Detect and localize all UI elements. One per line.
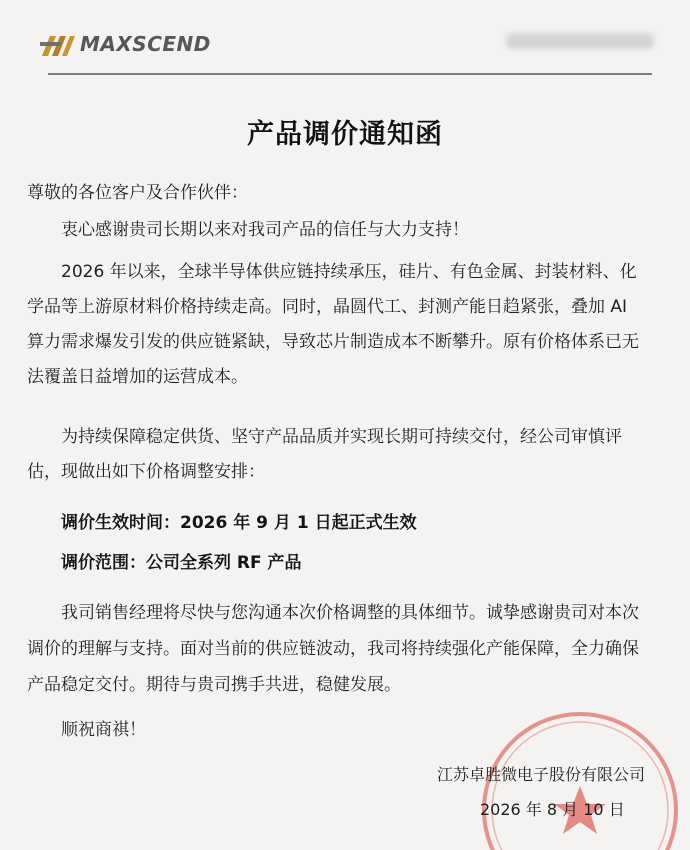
letter-date: 2026 年 8 月 10 日 <box>480 800 625 819</box>
paragraph-line: 算力需求爆发引发的供应链紧缺，导致芯片制造成本不断攀升。原有价格体系已无 <box>27 332 639 352</box>
blurred-contact-info <box>506 33 654 49</box>
brand-wordmark: MAXSCEND <box>80 32 211 56</box>
salutation: 尊敬的各位客户及合作伙伴： <box>27 183 248 203</box>
page-title: 产品调价通知函 <box>247 119 443 150</box>
closing-greeting: 顺祝商祺！ <box>61 720 146 740</box>
paragraph-line: 我司销售经理将尽快与您沟通本次价格调整的具体细节。诚挚感谢贵司对本次 <box>61 603 639 623</box>
maxscend-logo-icon <box>40 32 76 58</box>
paragraph-line: 估，现做出如下价格调整安排： <box>27 462 265 482</box>
scope-line: 调价范围：公司全系列 RF 产品 <box>61 553 302 573</box>
header-divider <box>48 73 652 75</box>
paragraph-line: 产品稳定交付。期待与贵司携手共进，稳健发展。 <box>27 675 401 695</box>
paragraph-thanks: 衷心感谢贵司长期以来对我司产品的信任与大力支持！ <box>61 220 469 240</box>
company-signature: 江苏卓胜微电子股份有限公司 <box>437 765 646 784</box>
paragraph-line: 学品等上游原材料价格持续走高。同时，晶圆代工、封测产能日趋紧张，叠加 AI <box>27 297 628 317</box>
paragraph-line: 为持续保障稳定供货、坚守产品品质并实现长期可持续交付，经公司审慎评 <box>61 427 622 447</box>
paragraph-line: 法覆盖日益增加的运营成本。 <box>27 367 248 387</box>
effective-date-line: 调价生效时间：2026 年 9 月 1 日起正式生效 <box>61 513 417 533</box>
paragraph-line: 调价的理解与支持。面对当前的供应链波动，我司将持续强化产能保障，全力确保 <box>27 639 639 659</box>
paragraph-line: 2026 年以来，全球半导体供应链持续承压，硅片、有色金属、封装材料、化 <box>61 262 637 282</box>
letterhead <box>0 0 690 80</box>
